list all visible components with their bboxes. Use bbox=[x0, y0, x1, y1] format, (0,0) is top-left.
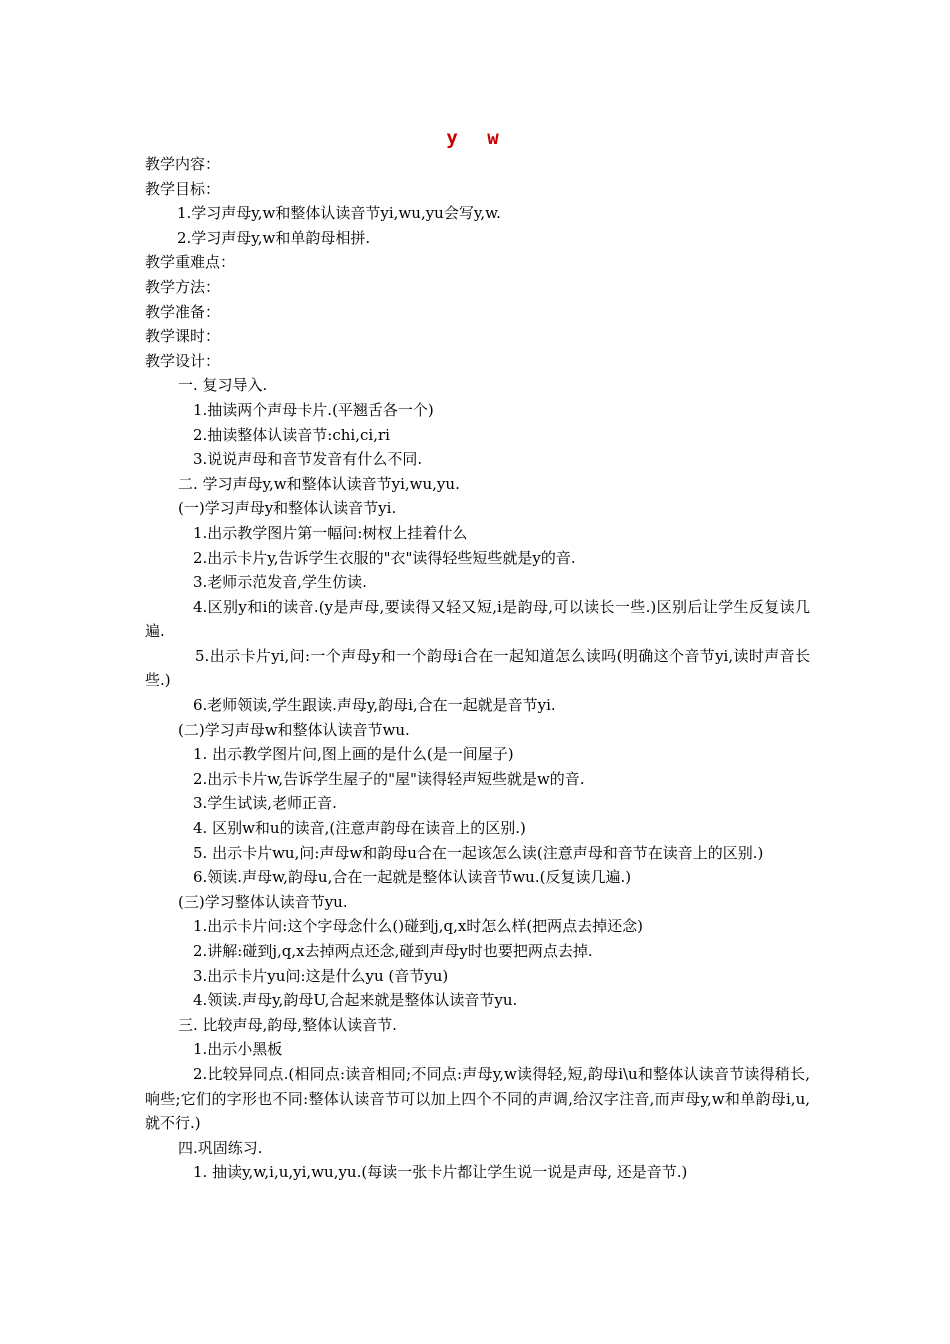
part-heading: 三. 比较声母,韵母,整体认读音节. bbox=[178, 1015, 397, 1034]
step-item: 3.说说声母和音节发音有什么不同. bbox=[193, 450, 423, 469]
step-item: 3.出示卡片yu问:这是什么yu (音节yu) bbox=[193, 966, 449, 985]
step-item: 3.学生试读,老师正音. bbox=[193, 794, 337, 813]
step-item: 4.领读.声母y,韵母U,合起来就是整体认读音节yu. bbox=[193, 991, 518, 1010]
subpart-heading: (一)学习声母y和整体认读音节yi. bbox=[178, 499, 397, 518]
step-item: 1.抽读两个声母卡片.(平翘舌各一个) bbox=[193, 400, 434, 419]
step-item: 2.讲解:碰到j,q,x去掉两点还念,碰到声母y时也要把两点去掉. bbox=[193, 942, 593, 960]
goal-item: 2.学习声母y,w和单韵母相拼. bbox=[177, 228, 371, 247]
part-heading: 一. 复习导入. bbox=[178, 376, 268, 395]
step-item: 6.领读.声母w,韵母u,合在一起就是整体认读音节wu.(反复读几遍.) bbox=[193, 868, 632, 887]
section-design: 教学设计： bbox=[145, 351, 221, 370]
section-preparation: 教学准备： bbox=[145, 302, 221, 321]
section-goals: 教学目标： bbox=[145, 179, 221, 198]
section-key-points: 教学重难点： bbox=[145, 253, 236, 272]
section-content: 教学内容： bbox=[145, 155, 221, 173]
step-item: 2.抽读整体认读音节:chi,ci,ri bbox=[193, 425, 390, 444]
step-item: 5.出示卡片yi,问:一个声母y和一个韵母i合在一起知道怎么读吗(明确这个音节yi,读时声音长些.) bbox=[145, 646, 810, 690]
section-methods: 教学方法： bbox=[145, 277, 221, 296]
part-heading: 四.巩固练习. bbox=[178, 1138, 263, 1157]
step-item: 1. 抽读y,w,i,u,yi,wu,yu.(每读一张卡片都让学生说一说是声母, 还是音节.) bbox=[193, 1163, 688, 1182]
step-item: 5. 出示卡片wu,问:声母w和韵母u合在一起该怎么读(注意声母和音节在读音上的区别.) bbox=[193, 843, 764, 862]
step-item: 1.出示卡片问:这个字母念什么()碰到j,q,x时怎么样(把两点去掉还念) bbox=[193, 917, 644, 936]
document-title: y w bbox=[446, 127, 499, 149]
subpart-heading: (三)学习整体认读音节yu. bbox=[178, 892, 348, 911]
step-item: 4.区别y和i的读音.(y是声母,要读得又轻又短,i是韵母,可以读长一些.)区别后让学生反复读几遍. bbox=[145, 597, 810, 641]
step-item: 1.出示小黑板 bbox=[193, 1040, 283, 1059]
document-page bbox=[145, 124, 810, 1185]
step-item: 4. 区别w和u的读音,(注意声韵母在读音上的区别.) bbox=[193, 819, 526, 838]
step-item: 1. 出示教学图片问,图上画的是什么(是一间屋子) bbox=[193, 745, 514, 764]
step-item: 2.出示卡片w,告诉学生屋子的"屋"读得轻声短些就是w的音. bbox=[193, 769, 585, 788]
step-item: 2.比较异同点.(相同点:读音相同;不同点:声母y,w读得轻,短,韵母i\u和整体认读音节读得稍长,响些;它们的字形也不同:整体认读音节可以加上四个不同的声调,给汉字注音,而声母y,w和单韵母i,u,就不行.) bbox=[145, 1064, 810, 1133]
step-item: 2.出示卡片y,告诉学生衣服的"衣"读得轻些短些就是y的音. bbox=[193, 548, 576, 567]
step-item: 6.老师领读,学生跟读.声母y,韵母i,合在一起就是音节yi. bbox=[193, 696, 556, 715]
part-heading: 二. 学习声母y,w和整体认读音节yi,wu,yu. bbox=[178, 474, 460, 493]
step-item: 1.出示教学图片第一幅问:树杈上挂着什么 bbox=[193, 523, 468, 542]
section-hours: 教学课时： bbox=[145, 327, 221, 346]
goal-item: 1.学习声母y,w和整体认读音节yi,wu,yu会写y,w. bbox=[177, 204, 501, 223]
step-item: 3.老师示范发音,学生仿读. bbox=[193, 573, 367, 592]
subpart-heading: (二)学习声母w和整体认读音节wu. bbox=[178, 720, 410, 739]
